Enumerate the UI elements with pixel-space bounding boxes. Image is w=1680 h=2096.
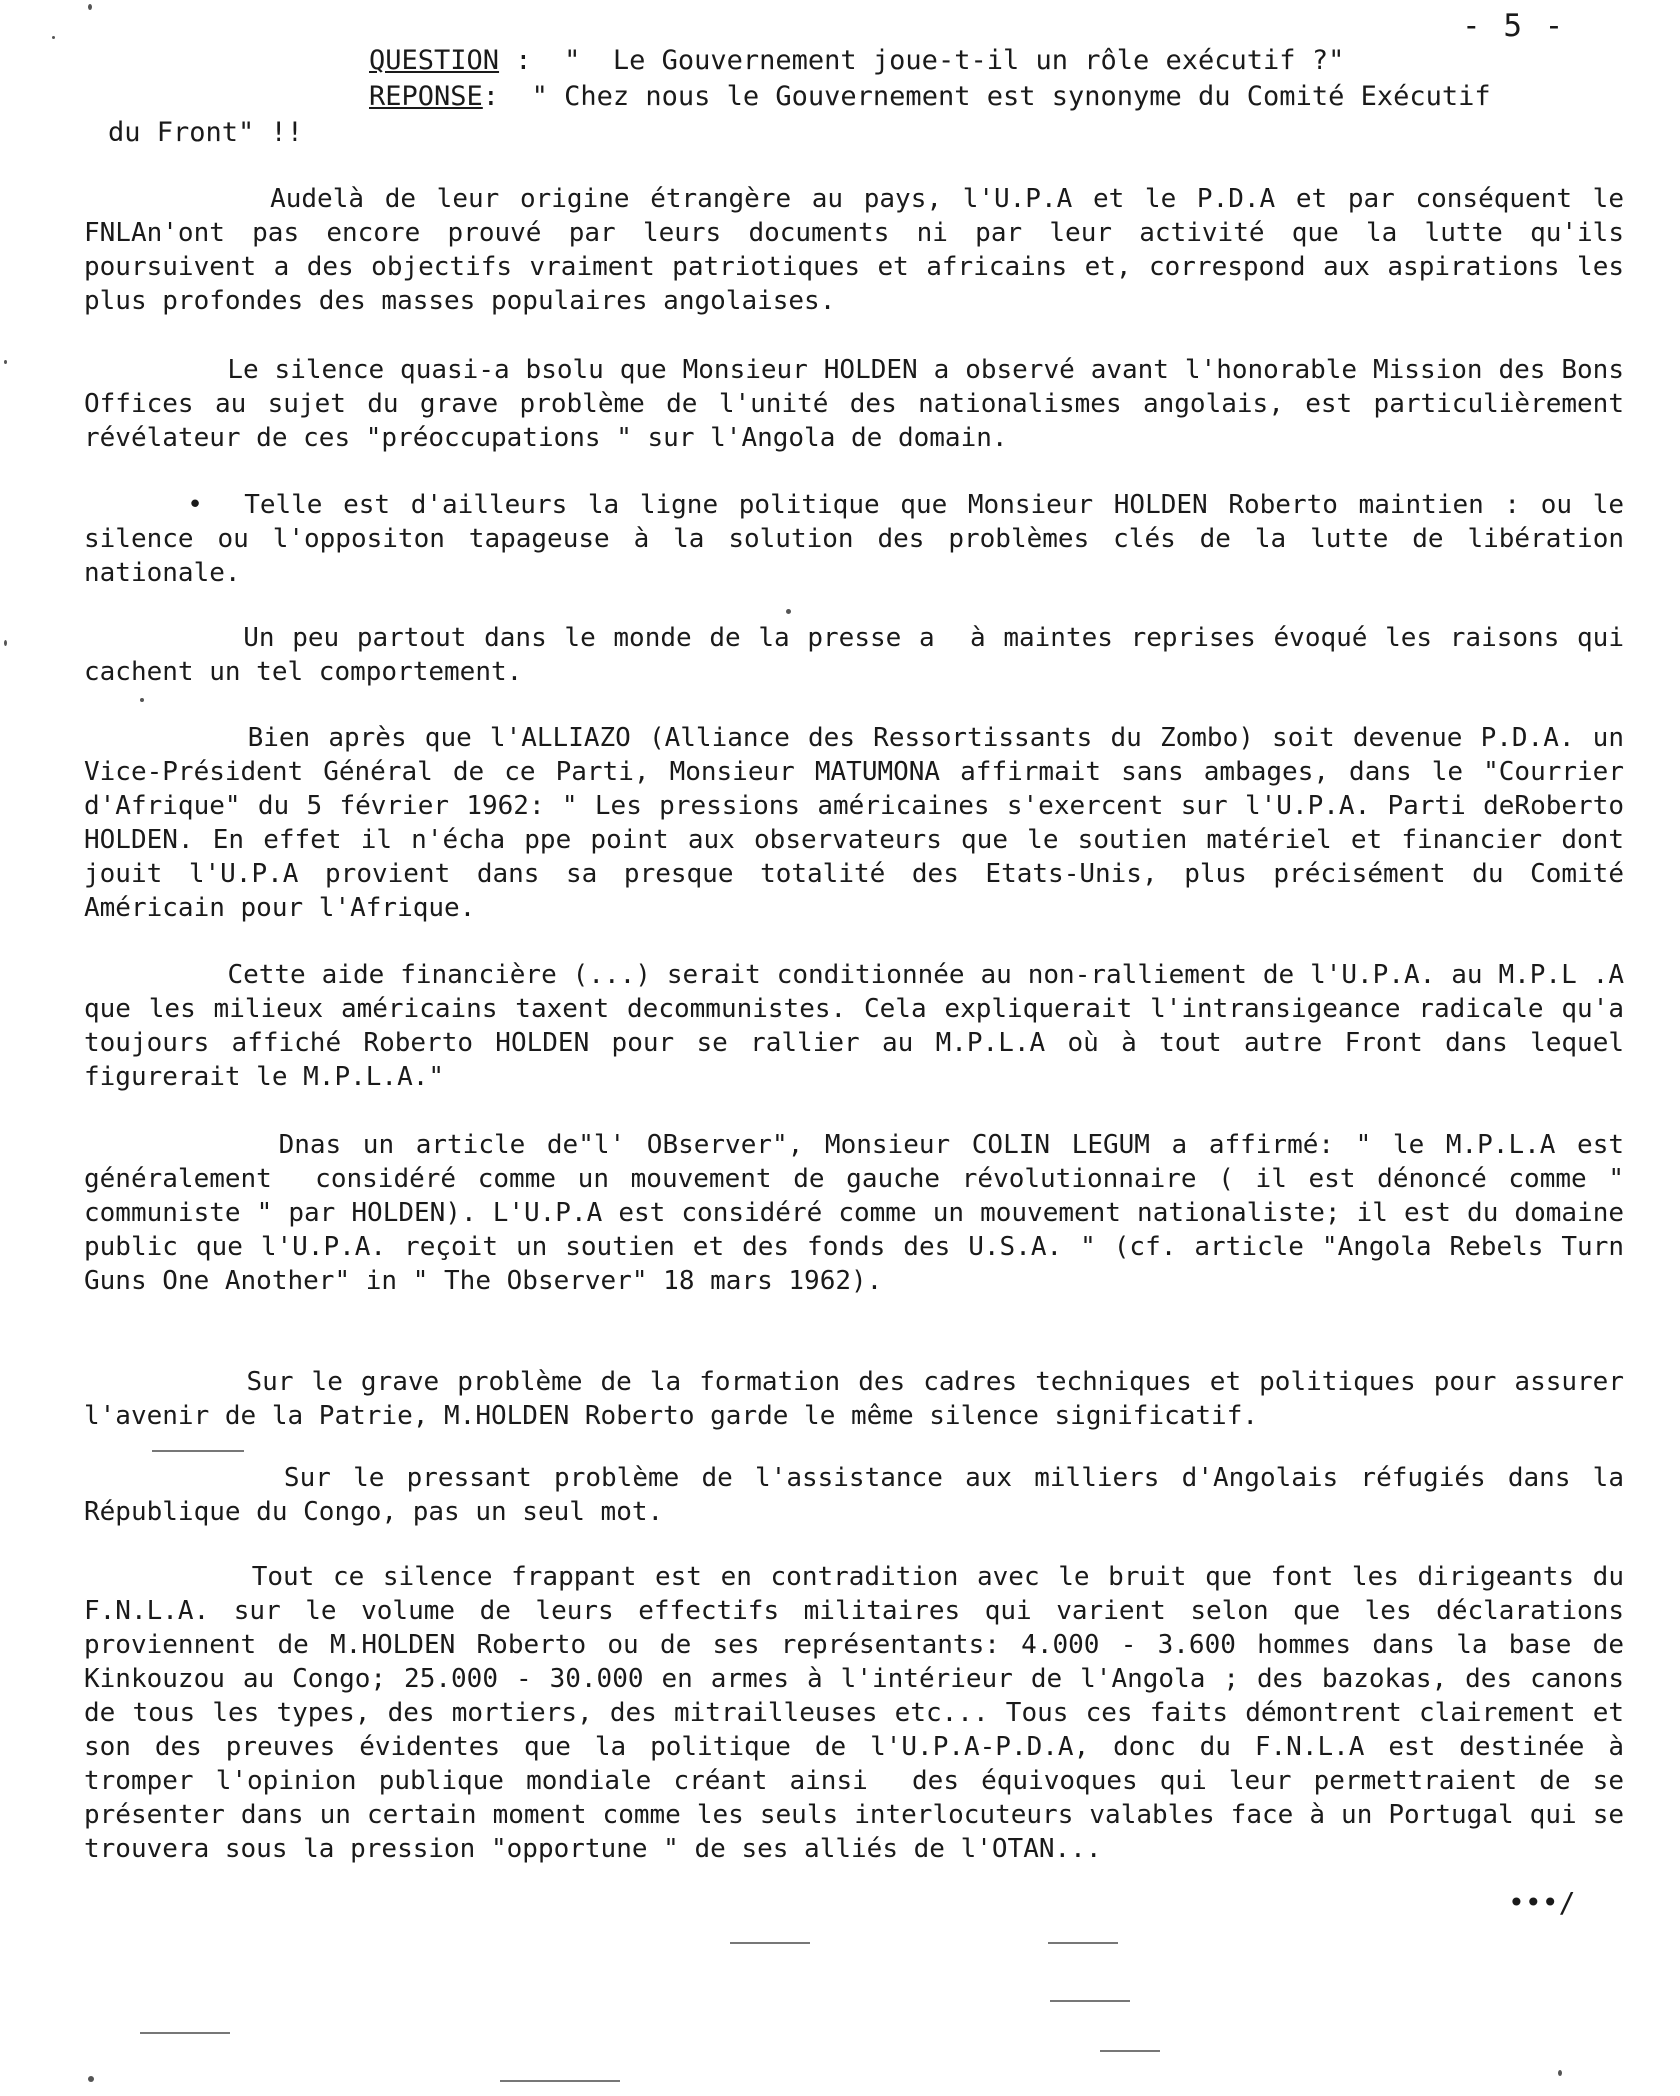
reponse-label: REPONSE bbox=[369, 81, 483, 112]
scan-smudge bbox=[1100, 2050, 1160, 2052]
scan-smudge bbox=[1048, 1942, 1118, 1944]
scan-speck bbox=[4, 640, 7, 646]
scan-speck bbox=[88, 2076, 94, 2082]
scan-smudge bbox=[1050, 2000, 1130, 2002]
paragraph: Tout ce silence frappant est en contradition avec le bruit que font les dirigeants du F.N.L.A. sur le volume de leurs effectifs militaires qui varient selon que les déclarations proviennent de M.HOLDEN Roberto ou de ses représentants: 4.000 - 3.600 hommes dans la base de Kinkouzou au Congo; 25.000 - 30.000 en armes à l'intérieur de l'Angola ; des bazokas, des canons de tous les types, des mortiers, des mitrailleuses etc... Tous ces faits démontrent clairement et son des preuves évidentes que la politique de l'U.P.A-P.D.A, donc du F.N.L.A est destinée à tromper l'opinion publique mondiale créant ainsi des équivoques qui leur permettraient de se présenter dans un certain moment comme les seuls interlocuteurs valables face à un Portugal qui se trouvera sous la pression "opportune " de ses alliés de l'OTAN... bbox=[84, 1562, 1640, 1864]
question-label: QUESTION bbox=[369, 45, 500, 76]
paragraph: Le silence quasi-a bsolu que Monsieur HOLDEN a observé avant l'honorable Mission des Bons Offices au sujet du grave problème de l'unité des nationalismes angolais, est particulièrement révélateur de ces "préoccupations " sur l'Angola de domain. bbox=[84, 355, 1640, 453]
scan-speck bbox=[1558, 2070, 1562, 2076]
question-text: : " Le Gouvernement joue-t-il un rôle exécutif ?" bbox=[499, 45, 1345, 76]
paragraph: Cette aide financière (...) serait conditionnée au non-ralliement de l'U.P.A. au M.P.L .A que les milieux américains taxent decommunistes. Cela expliquerait l'intransigeance radicale qu'a toujours affiché Roberto HOLDEN pour se rallier au M.P.L.A où à tout autre Front dans lequel figurerait le M.P.L.A." bbox=[84, 960, 1640, 1092]
paragraph: Audelà de leur origine étrangère au pays, l'U.P.A et le P.D.A et par conséquent le FNLAn'ont pas encore prouvé par leurs documents ni par leur activité que la lutte qu'ils poursuivent a des objectifs vraiment patriotiques et africains et, correspond aux aspirations les plus profondes des masses populaires angolaises. bbox=[84, 184, 1640, 316]
paragraph: Dnas un article de"l' OBserver", Monsieur COLIN LEGUM a affirmé: " le M.P.L.A est généralement considéré comme un mouvement de gauche révolutionnaire ( il est dénoncé comme " communiste " par HOLDEN). L'U.P.A est considéré comme un mouvement nationaliste; il est du domaine public que l'U.P.A. reçoit un soutien et des fonds des U.S.A. " (cf. article "Angola Rebels Turn Guns One Another" in " The Observer" 18 mars 1962). bbox=[84, 1130, 1640, 1296]
scan-smudge bbox=[140, 2032, 230, 2034]
scan-smudge bbox=[152, 1450, 244, 1452]
reponse-line bbox=[369, 80, 1491, 114]
scan-speck bbox=[88, 4, 92, 10]
reponse-continuation: du Front" !! bbox=[108, 117, 304, 148]
paragraph: Un peu partout dans le monde de la presse a à maintes reprises évoqué les raisons qui cachent un tel comportement. bbox=[84, 623, 1640, 687]
scan-speck bbox=[140, 698, 144, 702]
scan-smudge bbox=[730, 1942, 810, 1944]
reponse-text: : " Chez nous le Gouvernement est synonyme du Comité Exécutif bbox=[482, 81, 1491, 112]
scan-smudge bbox=[500, 2080, 620, 2082]
paragraph: Sur le pressant problème de l'assistance aux milliers d'Angolais réfugiés dans la République du Congo, pas un seul mot. bbox=[84, 1463, 1656, 1527]
scan-speck bbox=[4, 360, 7, 364]
paragraph: • Telle est d'ailleurs la ligne politique que Monsieur HOLDEN Roberto maintien : ou le silence ou l'oppositon tapageuse à la solution des problèmes clés de la lutte de libération nationale. bbox=[84, 490, 1640, 588]
scan-speck bbox=[52, 36, 55, 39]
page-number: - 5 - bbox=[1462, 8, 1566, 44]
paragraph: Bien après que l'ALLIAZO (Alliance des Ressortissants du Zombo) soit devenue P.D.A. un Vice-Président Général de ce Parti, Monsieur MATUMONA affirmait sans ambages, dans le "Courrier d'Afrique" du 5 février 1962: " Les pressions américaines s'exercent sur l'U.P.A. Parti deRoberto HOLDEN. En effet il n'écha ppe point aux observateurs que le soutien matériel et financier dont jouit l'U.P.A provient dans sa presque totalité des Etats-Unis, plus précisément du Comité Américain pour l'Afrique. bbox=[84, 723, 1640, 923]
scan-speck bbox=[786, 609, 791, 614]
continuation-mark: •••/ bbox=[1508, 1886, 1576, 1919]
question-line bbox=[369, 44, 1344, 78]
paragraph: Sur le grave problème de la formation des cadres techniques et politiques pour assurer l'avenir de la Patrie, M.HOLDEN Roberto garde le même silence significatif. bbox=[84, 1367, 1640, 1431]
